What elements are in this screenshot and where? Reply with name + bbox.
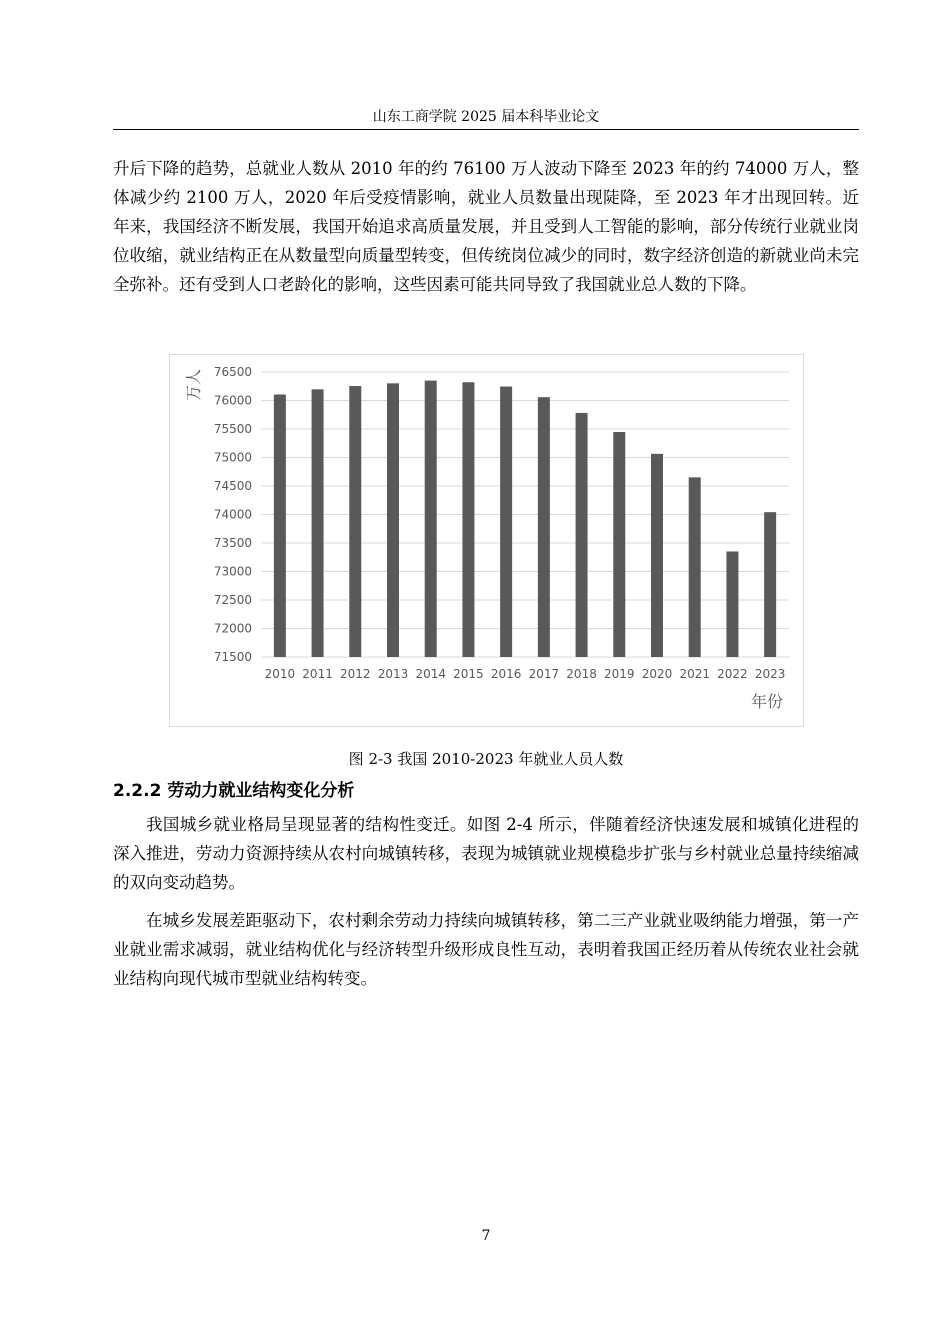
figure-caption: 图 2-3 我国 2010-2023 年就业人员人数 [348, 750, 624, 768]
x-tick-label: 2013 [377, 667, 409, 681]
y-tick-label: 72500 [213, 593, 252, 607]
x-tick-label: 2019 [604, 667, 635, 681]
bar-2022 [726, 551, 738, 657]
x-tick-label: 2023 [754, 667, 786, 681]
body-paragraph-3: 在城乡发展差距驱动下，农村剩余劳动力持续向城镇转移，第二三产业就业吸纳能力增强，第一产业就业需求减弱，就业结构优化与经济转型升级形成良性互动，表明着我国正经历着从传统农业社会就业结构向现代城市型就业结构转变。 [113, 911, 859, 988]
bar-2019 [613, 432, 625, 657]
y-tick-label: 75500 [213, 422, 252, 436]
x-tick-label: 2014 [415, 667, 446, 681]
bar-2011 [312, 389, 324, 657]
x-tick-label: 2021 [679, 667, 710, 681]
x-tick-label: 2020 [641, 667, 673, 681]
bar-2012 [349, 386, 361, 657]
header-rule [113, 129, 859, 130]
running-header: 山东工商学院 2025 届本科毕业论文 [372, 109, 600, 125]
x-tick-label: 2018 [566, 667, 597, 681]
section-heading: 2.2.2 劳动力就业结构变化分析 [113, 781, 355, 801]
bar-chart [170, 355, 805, 728]
x-tick-label: 2010 [264, 667, 296, 681]
y-tick-label: 76000 [213, 393, 252, 408]
bar-2023 [764, 512, 776, 657]
y-tick-label: 76500 [213, 365, 252, 379]
x-axis-label: 年份 [750, 692, 784, 711]
y-tick-label: 74500 [213, 479, 252, 493]
x-tick-label: 2017 [528, 667, 560, 681]
y-tick-label: 73500 [213, 536, 252, 550]
x-tick-label: 2015 [453, 667, 484, 681]
page-number: 7 [481, 1228, 491, 1244]
x-tick-label: 2022 [717, 667, 748, 681]
x-tick-label: 2011 [302, 667, 333, 681]
x-tick-label: 2012 [340, 667, 371, 681]
y-tick-label: 75000 [213, 450, 252, 465]
y-tick-label: 72000 [213, 621, 252, 636]
y-tick-label: 71500 [213, 650, 252, 664]
y-tick-label: 73000 [213, 564, 252, 579]
bar-2021 [689, 477, 701, 657]
body-paragraph-1: 升后下降的趋势，总就业人数从 2010 年的约 76100 万人波动下降至 2023 年的约 74000 万人，整体减少约 2100 万人，2020 年后受疫情影响，就业人员数量出现陡降，至 2023 年才出现回转。近年来，我国经济不断发展，我国开始追求高质量发展，并且受到人工智能的影响，部分传统行业就业岗位收缩，就业结构正在从数量型向质量型转变，但传统岗位减少的同时，数字经济创造的新就业尚未完全弥补。还有受到人口老龄化的影响，这些因素可能共同导致了我国就业总人数的下降。 [113, 159, 859, 294]
bar-2013 [387, 383, 399, 657]
bar-2016 [500, 387, 512, 657]
y-tick-label: 74000 [213, 507, 252, 522]
bar-2020 [651, 454, 663, 657]
bar-2014 [425, 381, 437, 657]
figure-chart [169, 354, 804, 727]
bar-2015 [462, 382, 474, 657]
y-axis-label: 万人 [184, 368, 203, 402]
x-tick-label: 2016 [490, 667, 522, 681]
bar-2017 [538, 397, 550, 657]
bar-2010 [274, 395, 286, 657]
body-paragraph-2: 我国城乡就业格局呈现显著的结构性变迁。如图 2-4 所示，伴随着经济快速发展和城镇化进程的深入推进，劳动力资源持续从农村向城镇转移，表现为城镇就业规模稳步扩张与乡村就业总量持续缩减的双向变动趋势。 [113, 815, 859, 892]
bar-2018 [576, 413, 588, 657]
